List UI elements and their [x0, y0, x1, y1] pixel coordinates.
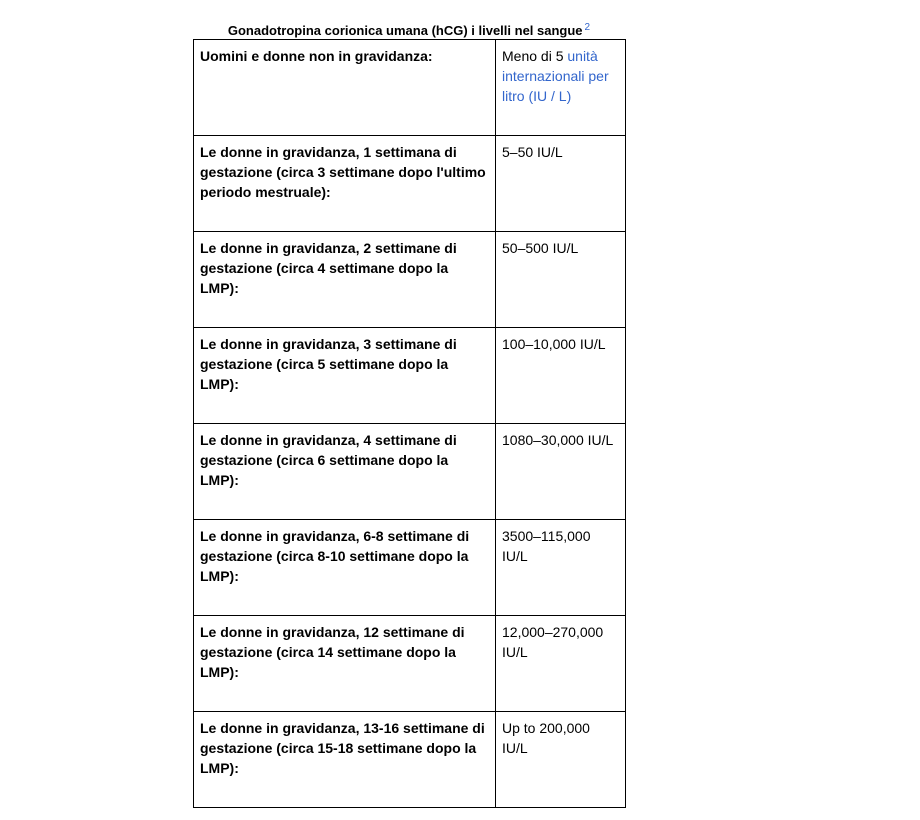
hcg-levels-table — [193, 39, 626, 808]
table-row — [194, 328, 626, 424]
international-units-link[interactable]: unità internazionali per litro (IU / L) — [502, 48, 609, 104]
table-row — [194, 136, 626, 232]
row-label: Le donne in gravidanza, 6-8 settimane di gestazione (circa 8-10 settimane dopo la LMP): — [194, 520, 496, 616]
row-label: Uomini e donne non in gravidanza: — [194, 40, 496, 136]
row-value: 1080–30,000 IU/L — [496, 424, 626, 520]
row-label: Le donne in gravidanza, 3 settimane di gestazione (circa 5 settimane dopo la LMP): — [194, 328, 496, 424]
row-label: Le donne in gravidanza, 12 settimane di gestazione (circa 14 settimane dopo la LMP): — [194, 616, 496, 712]
table-row — [194, 424, 626, 520]
row-label: Le donne in gravidanza, 2 settimane di gestazione (circa 4 settimane dopo la LMP): — [194, 232, 496, 328]
row-value: 50–500 IU/L — [496, 232, 626, 328]
table-row — [194, 40, 626, 136]
row-label: Le donne in gravidanza, 1 settimana di gestazione (circa 3 settimane dopo l'ultimo periodo mestruale): — [194, 136, 496, 232]
table-row — [194, 232, 626, 328]
row-value: Up to 200,000 IU/L — [496, 712, 626, 808]
row-value: 12,000–270,000 IU/L — [496, 616, 626, 712]
reference-link[interactable]: 2 — [584, 22, 591, 33]
table-row — [194, 520, 626, 616]
row-value: 5–50 IU/L — [496, 136, 626, 232]
table-caption — [193, 20, 625, 39]
row-value: 3500–115,000 IU/L — [496, 520, 626, 616]
row-label: Le donne in gravidanza, 13-16 settimane di gestazione (circa 15-18 settimane dopo la LMP): — [194, 712, 496, 808]
row-value: 100–10,000 IU/L — [496, 328, 626, 424]
caption-title: Gonadotropina corionica umana (hCG) i livelli nel sangue — [227, 23, 583, 38]
row-value — [496, 40, 626, 136]
value-prefix: Meno di 5 — [502, 48, 568, 64]
row-label: Le donne in gravidanza, 4 settimane di gestazione (circa 6 settimane dopo la LMP): — [194, 424, 496, 520]
table-row — [194, 712, 626, 808]
table-row — [194, 616, 626, 712]
